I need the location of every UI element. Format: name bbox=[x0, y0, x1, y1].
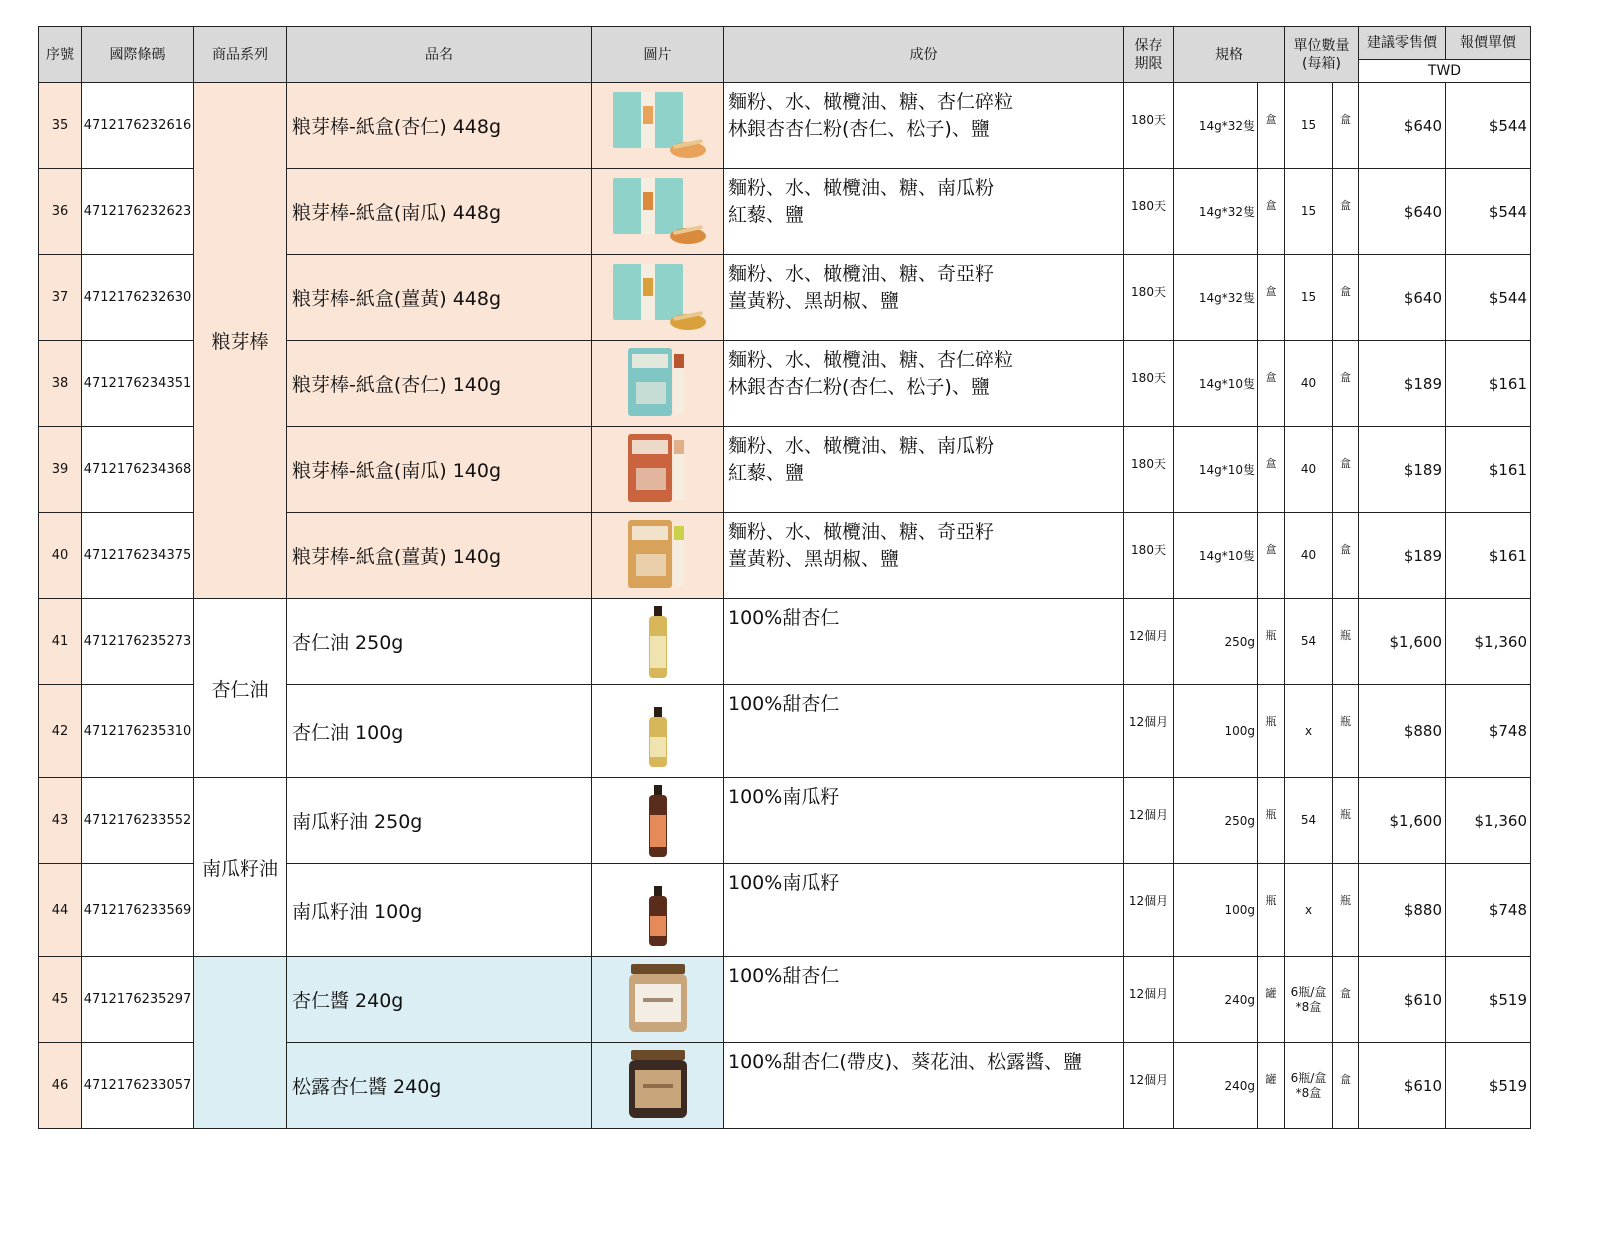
product-name: 粮芽棒-紙盒(薑黃) 140g bbox=[287, 513, 592, 599]
header-name: 品名 bbox=[287, 27, 592, 83]
quote-price: $161 bbox=[1446, 513, 1531, 599]
row-number: 37 bbox=[39, 255, 82, 341]
retail-price: $610 bbox=[1359, 1043, 1446, 1129]
header-barcode: 國際條碼 bbox=[82, 27, 194, 83]
series-cell bbox=[194, 957, 287, 1129]
spec: 240g bbox=[1174, 957, 1258, 1043]
spec: 14g*10隻 bbox=[1174, 513, 1258, 599]
retail-price: $640 bbox=[1359, 255, 1446, 341]
ingredients bbox=[724, 778, 1124, 864]
header-ingredients: 成份 bbox=[724, 27, 1124, 83]
product-image bbox=[592, 599, 724, 685]
product-image bbox=[592, 169, 724, 255]
row-barcode: 4712176233552 bbox=[82, 778, 194, 864]
price-list-body bbox=[39, 83, 1531, 1129]
series-cell: 粮芽棒 bbox=[194, 83, 287, 599]
product-image bbox=[592, 778, 724, 864]
product-name: 松露杏仁醬 240g bbox=[287, 1043, 592, 1129]
shelf-life: 12個月 bbox=[1124, 957, 1174, 1043]
header-currency: TWD bbox=[1359, 60, 1531, 83]
quantity-unit: 瓶 bbox=[1333, 685, 1359, 778]
product-image bbox=[592, 864, 724, 957]
product-image bbox=[592, 255, 724, 341]
row-number: 45 bbox=[39, 957, 82, 1043]
table-row bbox=[39, 957, 1531, 1043]
spec: 100g bbox=[1174, 685, 1258, 778]
retail-price: $880 bbox=[1359, 864, 1446, 957]
unit-quantity: x bbox=[1285, 685, 1333, 778]
retail-price: $1,600 bbox=[1359, 778, 1446, 864]
pumpkin-seed-oil-small-bottle-icon bbox=[638, 868, 678, 952]
quantity-unit: 瓶 bbox=[1333, 864, 1359, 957]
ingredients bbox=[724, 83, 1124, 169]
unit-quantity: 40 bbox=[1285, 427, 1333, 513]
unit-quantity: 54 bbox=[1285, 778, 1333, 864]
product-name: 粮芽棒-紙盒(南瓜) 140g bbox=[287, 427, 592, 513]
ingredients-text: 麵粉、水、橄欖油、糖、南瓜粉 紅藜、鹽 bbox=[728, 177, 995, 226]
spec: 100g bbox=[1174, 864, 1258, 957]
spec: 14g*10隻 bbox=[1174, 427, 1258, 513]
ingredients-text: 100%甜杏仁 bbox=[728, 607, 840, 629]
product-image bbox=[592, 685, 724, 778]
quote-price: $544 bbox=[1446, 255, 1531, 341]
ingredients-text: 100%南瓜籽 bbox=[728, 786, 840, 808]
almond-oil-small-bottle-icon bbox=[638, 689, 678, 773]
ingredients bbox=[724, 864, 1124, 957]
product-image bbox=[592, 83, 724, 169]
unit-quantity: 40 bbox=[1285, 513, 1333, 599]
almond-oil-bottle-icon bbox=[638, 600, 678, 684]
quote-price: $519 bbox=[1446, 1043, 1531, 1129]
row-number: 44 bbox=[39, 864, 82, 957]
header-no: 序號 bbox=[39, 27, 82, 83]
unit-quantity: 6瓶/盒 *8盒 bbox=[1285, 957, 1333, 1043]
retail-price: $640 bbox=[1359, 83, 1446, 169]
unit: 罐 bbox=[1258, 957, 1285, 1043]
quantity-unit: 盒 bbox=[1333, 513, 1359, 599]
gift-box-almond-icon bbox=[603, 84, 713, 168]
quote-price: $161 bbox=[1446, 341, 1531, 427]
unit: 盒 bbox=[1258, 169, 1285, 255]
row-barcode: 4712176235273 bbox=[82, 599, 194, 685]
shelf-life: 180天 bbox=[1124, 341, 1174, 427]
truffle-almond-butter-jar-icon bbox=[623, 1044, 693, 1128]
row-number: 41 bbox=[39, 599, 82, 685]
unit: 盒 bbox=[1258, 341, 1285, 427]
quantity-unit: 盒 bbox=[1333, 957, 1359, 1043]
unit: 盒 bbox=[1258, 513, 1285, 599]
product-name: 杏仁醬 240g bbox=[287, 957, 592, 1043]
quantity-unit: 盒 bbox=[1333, 83, 1359, 169]
spec: 240g bbox=[1174, 1043, 1258, 1129]
row-barcode: 4712176232630 bbox=[82, 255, 194, 341]
quote-price: $1,360 bbox=[1446, 599, 1531, 685]
ingredients-text: 100%甜杏仁 bbox=[728, 693, 840, 715]
gift-box-pumpkin-icon bbox=[603, 170, 713, 254]
spec: 250g bbox=[1174, 778, 1258, 864]
product-image bbox=[592, 427, 724, 513]
unit: 罐 bbox=[1258, 1043, 1285, 1129]
unit-quantity: 15 bbox=[1285, 83, 1333, 169]
product-name: 粮芽棒-紙盒(杏仁) 140g bbox=[287, 341, 592, 427]
table-row bbox=[39, 599, 1531, 685]
unit: 盒 bbox=[1258, 427, 1285, 513]
row-barcode: 4712176233569 bbox=[82, 864, 194, 957]
quote-price: $161 bbox=[1446, 427, 1531, 513]
ingredients-text: 麵粉、水、橄欖油、糖、杏仁碎粒 林銀杏杏仁粉(杏仁、松子)、鹽 bbox=[728, 349, 1014, 398]
header-shelf-life: 保存 期限 bbox=[1124, 27, 1174, 83]
row-number: 40 bbox=[39, 513, 82, 599]
header-image: 圖片 bbox=[592, 27, 724, 83]
ingredients bbox=[724, 427, 1124, 513]
header-retail-price: 建議零售價 bbox=[1359, 27, 1446, 60]
product-name: 粮芽棒-紙盒(杏仁) 448g bbox=[287, 83, 592, 169]
row-barcode: 4712176235310 bbox=[82, 685, 194, 778]
quote-price: $748 bbox=[1446, 685, 1531, 778]
row-number: 39 bbox=[39, 427, 82, 513]
spec: 14g*32隻 bbox=[1174, 255, 1258, 341]
unit-quantity: x bbox=[1285, 864, 1333, 957]
unit: 瓶 bbox=[1258, 864, 1285, 957]
row-number: 46 bbox=[39, 1043, 82, 1129]
retail-price: $1,600 bbox=[1359, 599, 1446, 685]
quantity-unit: 瓶 bbox=[1333, 599, 1359, 685]
shelf-life: 180天 bbox=[1124, 427, 1174, 513]
spec: 250g bbox=[1174, 599, 1258, 685]
row-number: 42 bbox=[39, 685, 82, 778]
ingredients bbox=[724, 685, 1124, 778]
shelf-life: 180天 bbox=[1124, 255, 1174, 341]
retail-price: $189 bbox=[1359, 427, 1446, 513]
shelf-life: 12個月 bbox=[1124, 864, 1174, 957]
shelf-life: 12個月 bbox=[1124, 778, 1174, 864]
ingredients bbox=[724, 599, 1124, 685]
row-number: 36 bbox=[39, 169, 82, 255]
product-name: 杏仁油 100g bbox=[287, 685, 592, 778]
unit: 盒 bbox=[1258, 255, 1285, 341]
product-name: 粮芽棒-紙盒(南瓜) 448g bbox=[287, 169, 592, 255]
retail-price: $610 bbox=[1359, 957, 1446, 1043]
pouch-almond-icon bbox=[618, 342, 698, 426]
shelf-life: 12個月 bbox=[1124, 1043, 1174, 1129]
ingredients bbox=[724, 513, 1124, 599]
spec: 14g*32隻 bbox=[1174, 169, 1258, 255]
unit-quantity: 54 bbox=[1285, 599, 1333, 685]
ingredients-text: 麵粉、水、橄欖油、糖、奇亞籽 薑黃粉、黑胡椒、鹽 bbox=[728, 263, 995, 312]
pumpkin-seed-oil-bottle-icon bbox=[638, 779, 678, 863]
retail-price: $640 bbox=[1359, 169, 1446, 255]
table-row bbox=[39, 778, 1531, 864]
unit: 瓶 bbox=[1258, 778, 1285, 864]
row-number: 38 bbox=[39, 341, 82, 427]
table-row bbox=[39, 83, 1531, 169]
quote-price: $748 bbox=[1446, 864, 1531, 957]
pouch-turmeric-icon bbox=[618, 514, 698, 598]
quantity-unit: 盒 bbox=[1333, 341, 1359, 427]
quantity-unit: 盒 bbox=[1333, 427, 1359, 513]
spec: 14g*32隻 bbox=[1174, 83, 1258, 169]
header-series: 商品系列 bbox=[194, 27, 287, 83]
ingredients-text: 麵粉、水、橄欖油、糖、奇亞籽 薑黃粉、黑胡椒、鹽 bbox=[728, 521, 995, 570]
row-barcode: 4712176233057 bbox=[82, 1043, 194, 1129]
ingredients bbox=[724, 341, 1124, 427]
ingredients-text: 100%甜杏仁(帶皮)、葵花油、松露醬、鹽 bbox=[728, 1051, 1083, 1073]
product-name: 粮芽棒-紙盒(薑黃) 448g bbox=[287, 255, 592, 341]
unit-quantity: 40 bbox=[1285, 341, 1333, 427]
row-barcode: 4712176235297 bbox=[82, 957, 194, 1043]
gift-box-turmeric-icon bbox=[603, 256, 713, 340]
ingredients-text: 麵粉、水、橄欖油、糖、杏仁碎粒 林銀杏杏仁粉(杏仁、松子)、鹽 bbox=[728, 91, 1014, 140]
product-name: 杏仁油 250g bbox=[287, 599, 592, 685]
retail-price: $189 bbox=[1359, 513, 1446, 599]
quote-price: $519 bbox=[1446, 957, 1531, 1043]
shelf-life: 12個月 bbox=[1124, 599, 1174, 685]
spec: 14g*10隻 bbox=[1174, 341, 1258, 427]
row-barcode: 4712176232623 bbox=[82, 169, 194, 255]
shelf-life: 12個月 bbox=[1124, 685, 1174, 778]
ingredients bbox=[724, 169, 1124, 255]
pouch-pumpkin-icon bbox=[618, 428, 698, 512]
ingredients-text: 麵粉、水、橄欖油、糖、南瓜粉 紅藜、鹽 bbox=[728, 435, 995, 484]
shelf-life: 180天 bbox=[1124, 83, 1174, 169]
almond-butter-jar-icon bbox=[623, 958, 693, 1042]
row-barcode: 4712176234375 bbox=[82, 513, 194, 599]
quote-price: $544 bbox=[1446, 169, 1531, 255]
quote-price: $544 bbox=[1446, 83, 1531, 169]
product-image bbox=[592, 341, 724, 427]
ingredients bbox=[724, 957, 1124, 1043]
row-barcode: 4712176234351 bbox=[82, 341, 194, 427]
series-cell: 南瓜籽油 bbox=[194, 778, 287, 957]
quantity-unit: 瓶 bbox=[1333, 778, 1359, 864]
quantity-unit: 盒 bbox=[1333, 169, 1359, 255]
row-barcode: 4712176234368 bbox=[82, 427, 194, 513]
product-name: 南瓜籽油 100g bbox=[287, 864, 592, 957]
series-cell: 杏仁油 bbox=[194, 599, 287, 778]
ingredients-text: 100%南瓜籽 bbox=[728, 872, 840, 894]
shelf-life: 180天 bbox=[1124, 513, 1174, 599]
row-number: 35 bbox=[39, 83, 82, 169]
quantity-unit: 盒 bbox=[1333, 255, 1359, 341]
unit-quantity: 15 bbox=[1285, 169, 1333, 255]
unit-quantity: 6瓶/盒 *8盒 bbox=[1285, 1043, 1333, 1129]
ingredients-text: 100%甜杏仁 bbox=[728, 965, 840, 987]
header-unit-qty: 單位數量 (每箱) bbox=[1285, 27, 1359, 83]
unit: 盒 bbox=[1258, 83, 1285, 169]
product-image bbox=[592, 957, 724, 1043]
header-spec: 規格 bbox=[1174, 27, 1285, 83]
row-barcode: 4712176232616 bbox=[82, 83, 194, 169]
unit-quantity: 15 bbox=[1285, 255, 1333, 341]
row-number: 43 bbox=[39, 778, 82, 864]
product-image bbox=[592, 513, 724, 599]
quantity-unit: 盒 bbox=[1333, 1043, 1359, 1129]
unit: 瓶 bbox=[1258, 685, 1285, 778]
ingredients bbox=[724, 1043, 1124, 1129]
quote-price: $1,360 bbox=[1446, 778, 1531, 864]
retail-price: $880 bbox=[1359, 685, 1446, 778]
product-name: 南瓜籽油 250g bbox=[287, 778, 592, 864]
price-list-table bbox=[38, 26, 1531, 1129]
product-image bbox=[592, 1043, 724, 1129]
header-quote-price: 報價單價 bbox=[1446, 27, 1531, 60]
unit: 瓶 bbox=[1258, 599, 1285, 685]
retail-price: $189 bbox=[1359, 341, 1446, 427]
shelf-life: 180天 bbox=[1124, 169, 1174, 255]
ingredients bbox=[724, 255, 1124, 341]
